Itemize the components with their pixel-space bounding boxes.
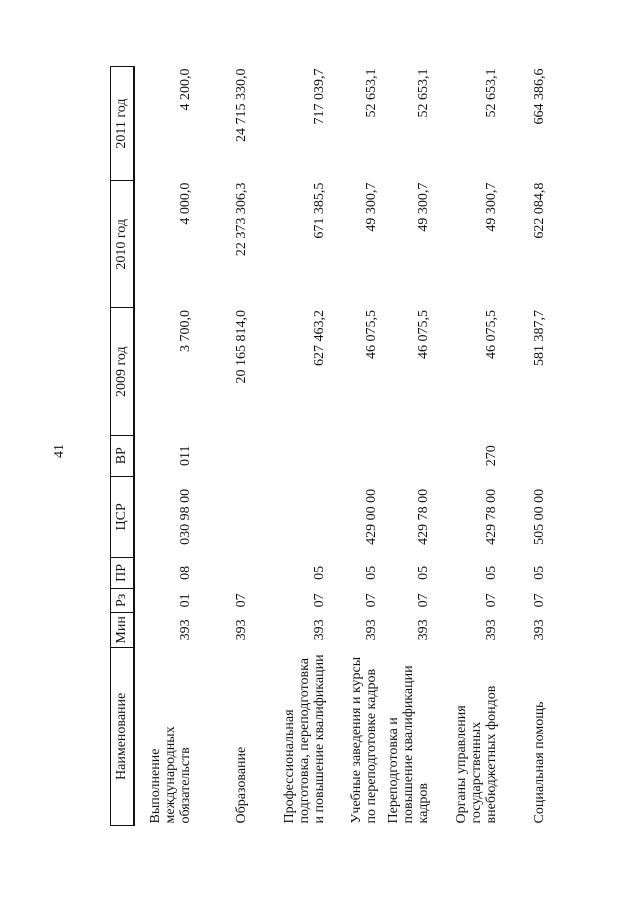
cell-name: Органы управления государственных внебюджетных фондов <box>454 685 499 824</box>
header-vr: ВР <box>111 435 135 476</box>
cell-y2010: 4 000,0 <box>178 182 193 225</box>
cell-rz: 07 <box>234 593 249 608</box>
cell-rz: 07 <box>532 593 547 608</box>
cell-vr <box>330 435 382 476</box>
cell-y2009: 627 463,2 <box>312 310 327 366</box>
cell-min: 393 <box>484 619 499 641</box>
cell-y2010: 49 300,7 <box>416 182 431 232</box>
cell-rz: 07 <box>416 593 431 608</box>
cell-vr <box>252 435 330 476</box>
cell-name: Социальная помощь <box>532 701 547 824</box>
cell-csr <box>196 476 252 558</box>
cell-rz: 07 <box>312 593 327 608</box>
cell-pr <box>196 558 252 589</box>
cell-name: Профессиональная подготовка, переподготовка и повышение квалификации <box>282 654 327 824</box>
cell-pr: 05 <box>312 565 327 580</box>
cell-csr: 429 78 00 <box>416 488 431 545</box>
cell-min: 393 <box>364 619 379 641</box>
table-row <box>330 67 382 826</box>
cell-csr: 429 78 00 <box>484 488 499 545</box>
table-header-row <box>111 67 135 826</box>
cell-pr: 05 <box>532 565 547 580</box>
header-pr: ПР <box>111 558 135 589</box>
table-row <box>382 67 434 826</box>
cell-vr <box>196 435 252 476</box>
budget-table <box>110 66 550 826</box>
cell-csr: 030 98 00 <box>178 488 193 545</box>
cell-y2009: 20 165 814,0 <box>234 310 249 384</box>
cell-name: Образование <box>234 746 249 824</box>
cell-y2010: 671 385,5 <box>312 182 327 239</box>
cell-csr: 505 00 00 <box>532 488 547 545</box>
cell-y2011: 24 715 330,0 <box>234 68 249 142</box>
cell-y2009: 46 075,5 <box>416 310 431 359</box>
cell-name: Учебные заведения и курсы по переподготовке кадров <box>349 656 379 824</box>
table-row <box>502 67 550 826</box>
cell-pr: 05 <box>484 565 499 580</box>
cell-y2010: 622 084,8 <box>532 182 547 239</box>
cell-min: 393 <box>416 619 431 641</box>
cell-rz: 07 <box>364 593 379 608</box>
cell-y2011: 717 039,7 <box>312 68 327 125</box>
cell-csr: 429 00 00 <box>364 488 379 545</box>
cell-min: 393 <box>178 619 193 641</box>
cell-rz: 01 <box>178 593 193 608</box>
cell-vr <box>502 435 550 476</box>
table-body <box>134 67 550 826</box>
header-2009: 2009 год <box>111 308 135 435</box>
cell-vr: 011 <box>178 445 193 466</box>
header-rz: Рз <box>111 588 135 612</box>
cell-pr: 08 <box>178 565 193 580</box>
cell-y2011: 52 653,1 <box>364 68 379 118</box>
cell-rz: 07 <box>484 593 499 608</box>
cell-pr: 05 <box>416 565 431 580</box>
header-min: Мин <box>111 613 135 648</box>
table-row <box>196 67 252 826</box>
rotated-table-sheet <box>110 66 547 826</box>
cell-y2009: 46 075,5 <box>364 310 379 359</box>
header-2010: 2010 год <box>111 181 135 308</box>
cell-pr: 05 <box>364 565 379 580</box>
cell-y2009: 3 700,0 <box>178 310 193 352</box>
cell-name: Выполнение международных обязательств <box>148 726 193 824</box>
cell-y2010: 22 373 306,3 <box>234 182 249 257</box>
cell-vr <box>382 435 434 476</box>
cell-min: 393 <box>234 619 249 641</box>
header-name: Наименование <box>111 647 135 825</box>
cell-y2010: 49 300,7 <box>484 182 499 232</box>
cell-min: 393 <box>312 619 327 641</box>
cell-y2011: 52 653,1 <box>484 68 499 118</box>
header-csr: ЦСР <box>111 476 135 558</box>
cell-min: 393 <box>532 619 547 641</box>
table-row <box>434 67 502 826</box>
cell-y2009: 581 387,7 <box>532 310 547 366</box>
table-row <box>252 67 330 826</box>
cell-y2010: 49 300,7 <box>364 182 379 232</box>
cell-csr <box>252 476 330 558</box>
page-number: 41 <box>52 444 67 458</box>
header-2011: 2011 год <box>111 67 135 181</box>
cell-y2011: 4 200,0 <box>178 68 193 111</box>
cell-name: Переподготовка и повышение квалификации кадров <box>386 665 431 824</box>
cell-y2011: 664 386,6 <box>532 68 547 125</box>
table-row <box>134 67 196 826</box>
cell-y2009: 46 075,5 <box>484 310 499 359</box>
cell-y2011: 52 653,1 <box>416 68 431 118</box>
cell-vr: 270 <box>484 445 499 467</box>
